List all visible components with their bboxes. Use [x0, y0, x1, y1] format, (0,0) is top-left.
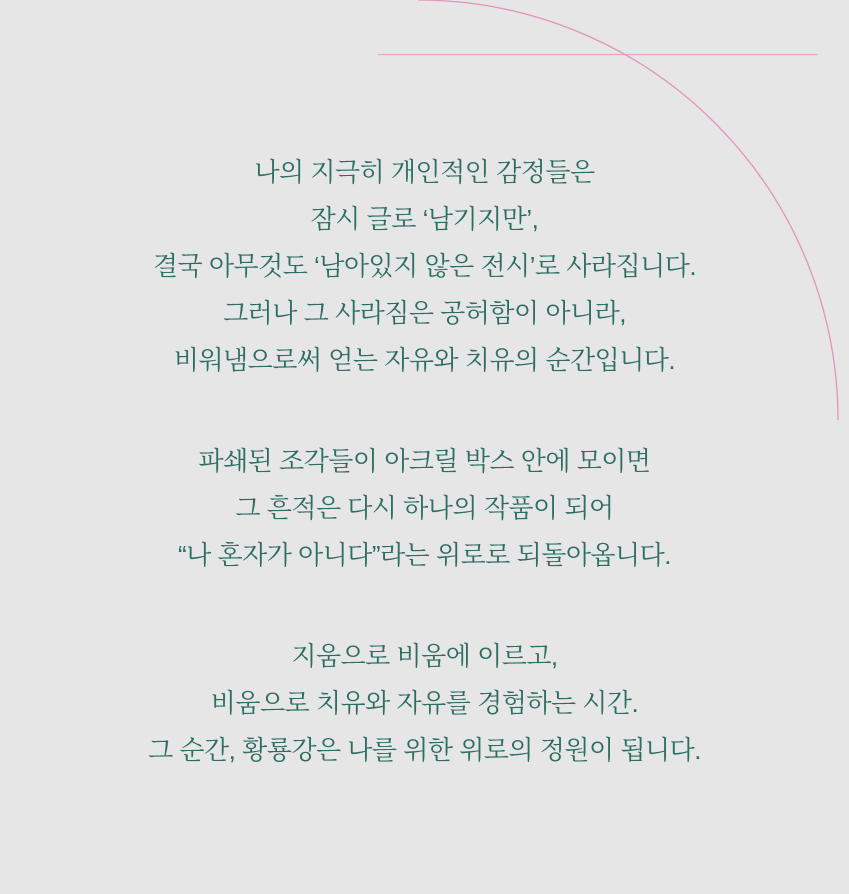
statement-paragraph-3	[0, 633, 849, 774]
poem-line: 잠시 글로 ‘남기지만’,	[310, 204, 539, 234]
poem-line: 결국 아무것도 ‘남아있지 않은 전시’로 사라집니다.	[152, 251, 697, 281]
poem-line: 그 흔적은 다시 하나의 작품이 되어	[235, 493, 614, 523]
poem-line: 비움으로 치유와 자유를 경험하는 시간.	[210, 688, 639, 718]
poem-line: 나의 지극히 개인적인 감정들은	[254, 157, 595, 187]
poem-line: 그러나 그 사라짐은 공허함이 아니라,	[223, 298, 626, 328]
poem-line: “나 혼자가 아니다”라는 위로로 되돌아옵니다.	[177, 540, 672, 570]
poem-line: 지움으로 비움에 이르고,	[291, 641, 558, 671]
statement-paragraph-1	[0, 149, 849, 384]
poem-line: 그 순간, 황룡강은 나를 위한 위로의 정원이 됩니다.	[148, 735, 701, 765]
exhibition-statement	[0, 149, 849, 774]
poem-line: 비워냄으로써 얻는 자유와 치유의 순간입니다.	[173, 345, 676, 375]
statement-paragraph-2	[0, 438, 849, 579]
poem-line: 파쇄된 조각들이 아크릴 박스 안에 모이면	[198, 446, 651, 476]
